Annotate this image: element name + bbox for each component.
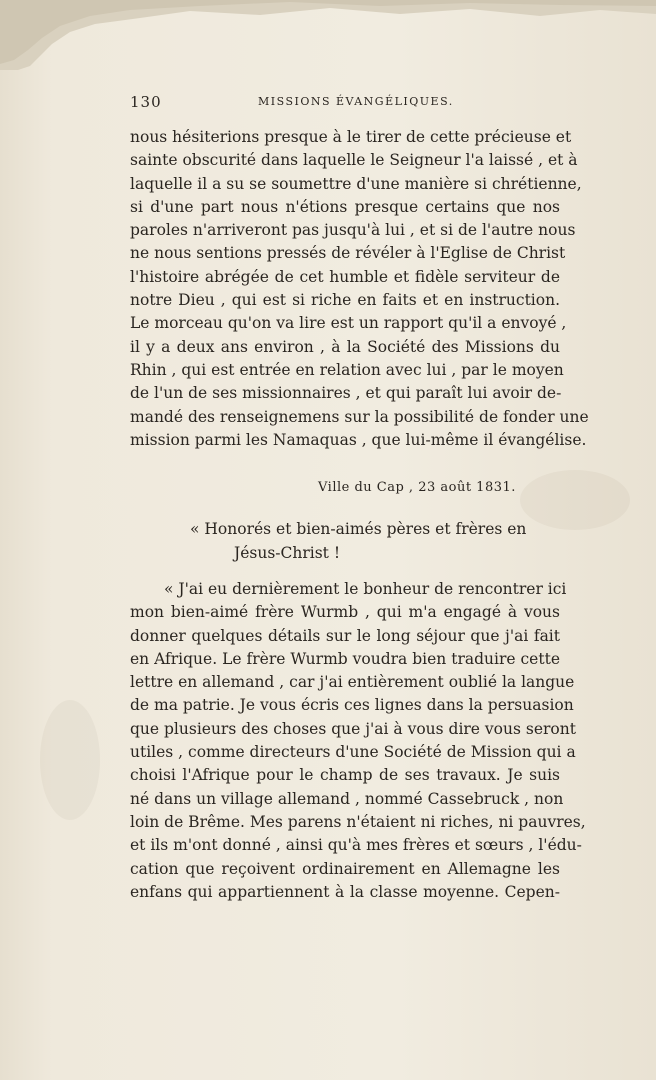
text-line: en Afrique. Le frère Wurmb voudra bien traduire cette bbox=[130, 649, 560, 668]
text-line: de l'un de ses missionnaires , et qui paraît lui avoir de- bbox=[130, 384, 562, 403]
text-line: et ils m'ont donné , ainsi qu'à mes frères et sœurs , l'édu- bbox=[130, 836, 582, 855]
text-line: sainte obscurité dans laquelle le Seigneur l'a laissé , et à bbox=[130, 151, 578, 170]
running-title: MISSIONS ÉVANGÉLIQUES. bbox=[258, 95, 454, 108]
letter-salutation bbox=[190, 518, 526, 565]
salutation-line: Jésus-Christ ! bbox=[234, 543, 341, 562]
text-line: lettre en allemand , car j'ai entièrement oublié la langue bbox=[130, 673, 575, 692]
running-head bbox=[130, 93, 560, 113]
text-line: choisi l'Afrique pour le champ de ses travaux. Je suis bbox=[130, 766, 560, 785]
text-line: Le morceau qu'on va lire est un rapport qu'il a envoyé , bbox=[130, 314, 567, 333]
text-line: si d'une part nous n'étions presque certains que nos bbox=[130, 197, 560, 216]
text-line: « J'ai eu dernièrement le bonheur de rencontrer ici bbox=[164, 580, 567, 598]
letter-dateline: Ville du Cap , 23 août 1831. bbox=[318, 480, 516, 495]
text-line: mission parmi les Namaquas , que lui-même il évangélise. bbox=[130, 430, 587, 449]
text-line: laquelle il a su se soumettre d'une manière si chrétienne, bbox=[130, 174, 582, 193]
text-line: de ma patrie. Je vous écris ces lignes dans la persuasion bbox=[130, 696, 574, 715]
text-line: mandé des renseignemens sur la possibilité de fonder une bbox=[130, 407, 589, 426]
text-line: enfans qui appartiennent à la classe moyenne. Cepen- bbox=[130, 882, 560, 901]
text-line: il y a deux ans environ , à la Société des Missions du bbox=[130, 337, 560, 356]
paper-stain bbox=[520, 470, 630, 530]
text-line: paroles n'arriveront pas jusqu'à lui , et si de l'autre nous bbox=[130, 221, 576, 240]
text-line: nous hésiterions presque à le tirer de cette précieuse et bbox=[130, 128, 572, 146]
text-line: que plusieurs des choses que j'ai à vous dire vous seront bbox=[130, 719, 576, 738]
paragraph-intro bbox=[130, 126, 589, 452]
text-line: utiles , comme directeurs d'une Société de Mission qui a bbox=[130, 743, 576, 762]
paragraph-letter bbox=[130, 578, 586, 904]
text-line: Rhin , qui est entrée en relation avec lui , par le moyen bbox=[130, 360, 564, 379]
text-line: cation que reçoivent ordinairement en Allemagne les bbox=[130, 859, 560, 878]
text-line: ne nous sentions pressés de révéler à l'Eglise de Christ bbox=[130, 244, 566, 263]
paper-stain bbox=[40, 700, 100, 820]
text-line: notre Dieu , qui est si riche en faits et en instruction. bbox=[130, 291, 560, 310]
text-line: loin de Brême. Mes parens n'étaient ni riches, ni pauvres, bbox=[130, 812, 586, 831]
torn-paper-edge bbox=[0, 0, 656, 70]
text-line: l'histoire abrégée de cet humble et fidèle serviteur de bbox=[130, 267, 560, 286]
text-line: mon bien-aimé frère Wurmb , qui m'a engagé à vous bbox=[130, 603, 560, 622]
salutation-line: « Honorés et bien-aimés pères et frères en bbox=[190, 520, 527, 538]
text-line: né dans un village allemand , nommé Cassebruck , non bbox=[130, 789, 564, 808]
page-number: 130 bbox=[130, 93, 162, 111]
text-line: donner quelques détails sur le long séjour que j'ai fait bbox=[130, 626, 560, 645]
